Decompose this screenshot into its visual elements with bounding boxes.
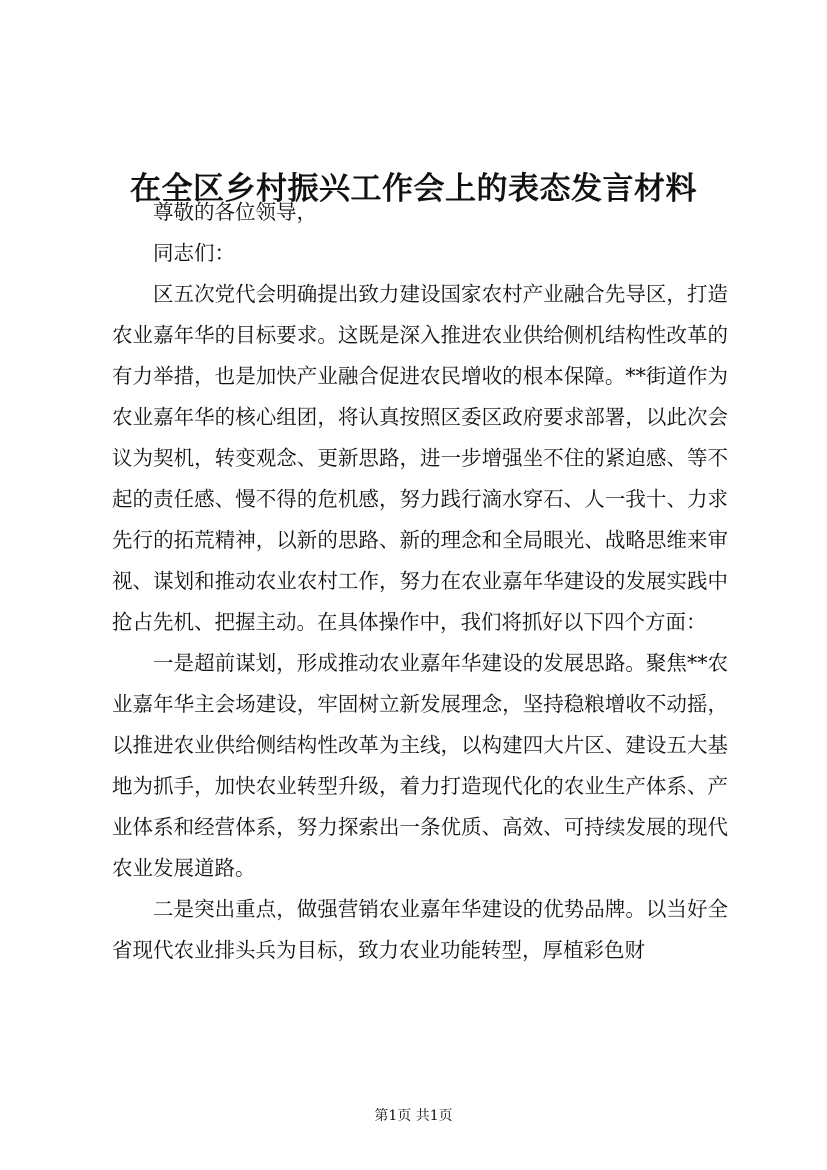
intro-paragraph: 区五次党代会明确提出致力建设国家农村产业融合先导区，打造农业嘉年华的目标要求。这既是深入推进农业供给侧机结构性改革的有力举措，也是加快产业融合促进农民增收的根本保障。**街道作为农业嘉年华的核心组团，将认真按照区委区政府要求部署，以此次会议为契机，转变观念、更新思路，进一步增强坐不住的紧迫感、等不起的责任感、慢不得的危机感，努力践行滴水穿石、人一我十、力求先行的拓荒精神，以新的思路、新的理念和全局眼光、战略思维来审视、谋划和推动农业农村工作，努力在农业嘉年华建设的发展实践中抢占先机、把握主动。在具体操作中，我们将抓好以下四个方面：	[112, 282, 728, 634]
point-one-paragraph: 一是超前谋划，形成推动农业嘉年华建设的发展思路。聚焦**农业嘉年华主会场建设，牢固树立新发展理念，坚持稳粮增收不动摇，以推进农业供给侧结构性改革为主线，以构建四大片区、建设五大基地为抓手，加快农业转型升级，着力打造现代化的农业生产体系、产业体系和经营体系，努力探索出一条优质、高效、可持续发展的现代农业发展道路。	[112, 651, 728, 880]
page-number-footer: 第1页 共1页	[374, 1108, 453, 1124]
salutation-line: 尊敬的各位领导，	[153, 200, 317, 224]
point-two-paragraph: 二是突出重点，做强营销农业嘉年华建设的优势品牌。以当好全省现代农业排头兵为目标，致力农业功能转型，厚植彩色财	[112, 897, 728, 962]
document-body	[112, 192, 728, 971]
greeting-line: 同志们：	[153, 241, 235, 265]
document-title: 在全区乡村振兴工作会上的表态发言材料	[130, 170, 697, 207]
